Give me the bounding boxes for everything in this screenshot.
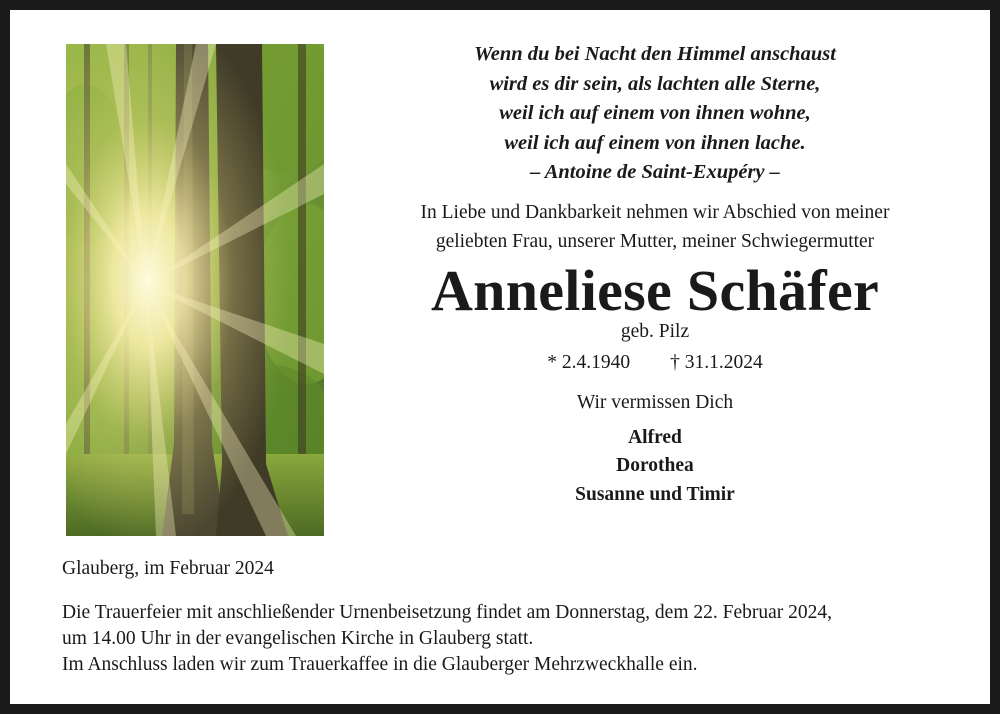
mourner-name: Alfred [628, 426, 682, 448]
mourner-name: Susanne und Timir [575, 483, 735, 505]
forest-sunlight-photo [66, 44, 324, 536]
farewell-intro [340, 198, 970, 256]
quote-line: Wenn du bei Nacht den Himmel anschaust [474, 43, 836, 65]
intro-line: geliebten Frau, unserer Mutter, meiner Schwiegermutter [435, 230, 875, 252]
notice-line: um 14.00 Uhr in der evangelischen Kirche in Glauberg statt. [62, 628, 534, 649]
notice-line: Die Trauerfeier mit anschließender Urnenbeisetzung findet am Donnerstag, dem 22. Februar 2024, [62, 602, 833, 623]
mourners-list [340, 424, 970, 510]
deceased-name: Anneliese Schäfer [430, 257, 880, 323]
forest-image [66, 44, 324, 536]
mourner-name: Dorothea [616, 455, 694, 476]
birth-date: * 2.4.1940 [547, 351, 631, 373]
funeral-notice [62, 600, 962, 678]
quote-line: wird es dir sein, als lachten alle Sterne, [489, 72, 821, 95]
poem-quote [340, 40, 970, 188]
notice-line: Im Anschluss laden wir zum Trauerkaffee in die Glauberger Mehrzweckhalle ein. [62, 654, 698, 675]
intro-line: In Liebe und Dankbarkeit nehmen wir Abschied von meiner [420, 201, 890, 223]
life-dates [340, 350, 970, 376]
place-and-date: Glauberg, im Februar 2024 [62, 558, 274, 579]
miss-you-text: Wir vermissen Dich [576, 391, 734, 413]
quote-line: weil ich auf einem von ihnen lache. [504, 131, 806, 154]
quote-author: – Antoine de Saint-Exupéry – [530, 161, 780, 183]
maiden-name: geb. Pilz [620, 320, 690, 342]
quote-line: weil ich auf einem von ihnen wohne, [499, 102, 811, 124]
death-date: † 31.1.2024 [670, 351, 763, 373]
obituary-text-column [340, 40, 970, 509]
